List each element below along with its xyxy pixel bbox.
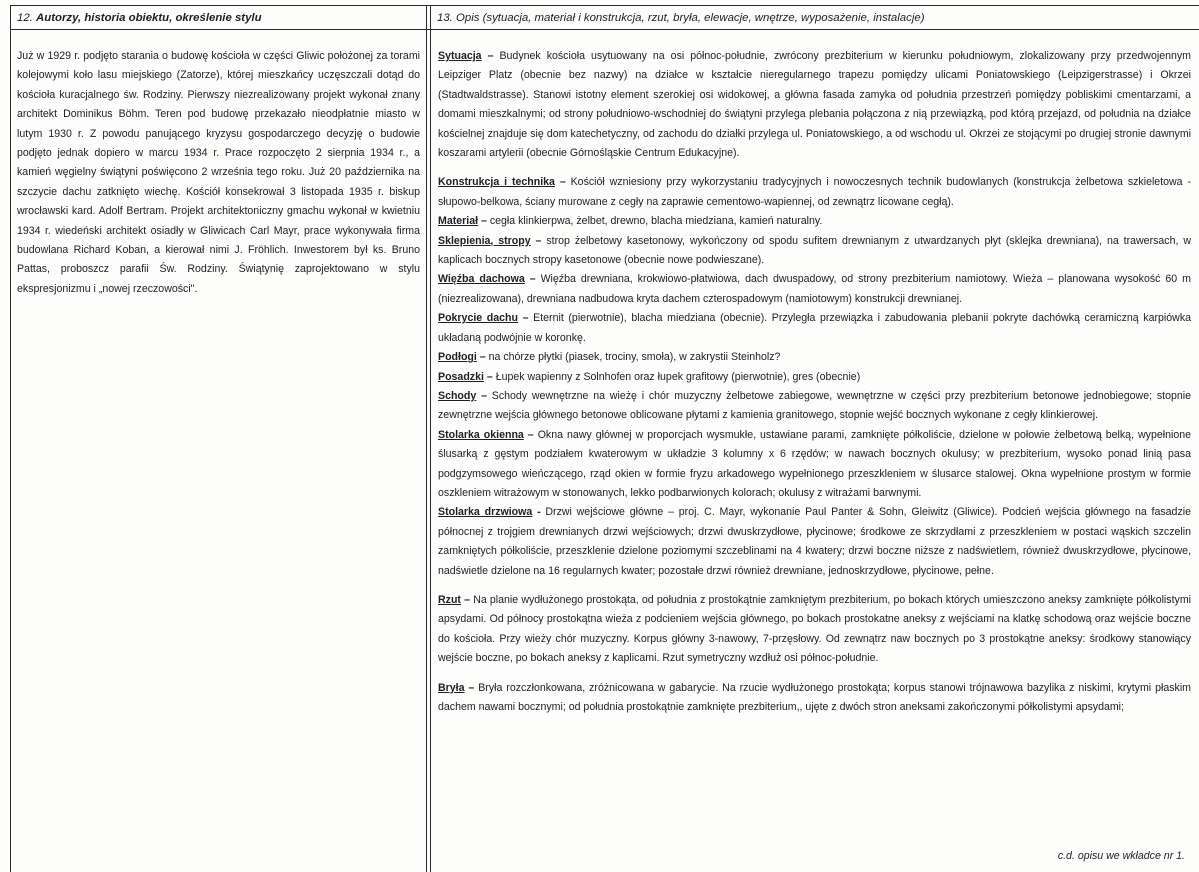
section-separator: – (524, 273, 541, 286)
section-text: Schody wewnętrzne na wieżę i chór muzyczny żelbetowe zabiegowe, wewnętrzne w części przy prezbiterium betonowe jednobiegowe; stopnie zewnętrzne wejścia głównego betonowe oblicowane płytami z kamienia granitowego, stopnie wejść bocznych wykonane z cegły klinkierowej. (438, 389, 1191, 422)
continuation-note: c.d. opisu we wkładce nr 1. (1057, 850, 1185, 862)
description-section (438, 232, 1191, 271)
table-left-border (10, 5, 11, 872)
right-header-title (456, 12, 924, 24)
section-text: Budynek kościoła usytuowany na osi północ-południe, zwrócony prezbiterium w kierunku południowym, zlokalizowany przy przedwojennym Leipziger Platz (obecnie bez nazwy) na działce w kształcie nieregularnego trapezu pomiędzy ulicami Poniatowskiego (Leipzigerstrasse) i Okrzei (Stadtwaldstrasse). Stanowi istotny element szerokiej osi widokowej, a główna fasada zamyka od południa przestrzeń pomiędzy pobliskimi cmentarzami, a domami mieszkalnymi; od strony południowo-wschodniej do świątyni przylega plebania połączona z nią przewiązką, pod którą przejazd, od południa na działce kościelnej znajduje się dom katechetyczny, od zachodu do działki przylega ul. Poniatowskiego, a od wschodu ul. Okrzei ze stojącymi po drugiej stronie dawnymi koszarami artylerii (obecnie Górnośląskie Centrum Edukacyjne). (438, 50, 1191, 160)
section-text: Eternit (pierwotnie), blacha miedziana (obecnie). Przyległa przewiązka i zabudowania plebanii pokryte dachówką ceramiczną karpiówka układaną podwójnie w koronkę. (438, 312, 1192, 344)
section-text: cegła klinkierpwa, żelbet, drewno, blacha miedziana, kamień naturalny. (489, 215, 823, 228)
section-text: Drzwi wejściowe główne – proj. C. Mayr, wykonanie Paul Panter & Sohn, Gleiwitz (Gliwice). Podcień wejścia głównego na fasadzie północnej z trojgiem drewnianych drzwi wejściowych; drzwi dwuskrzydłowe, płycinowe; środkowe ze skrzydłami z przeszkleniem w postaci wąskich szczelin zamkniętych półkoliście, przeszklenie dzielone poziomymi szczeblinami na 4 kwatery; drzwi boczne niższe z nadświetlem, również dwuskrzydłowe, płycinowe, nadświetle dzielone na 16 regularnych kwater; pozostałe drzwi również drewniane, jednoskrzydłowe, płycinowe, pełne. (438, 506, 1191, 577)
section-separator: – (476, 351, 489, 364)
history-column (17, 47, 420, 299)
description-section (438, 503, 1191, 581)
description-section (438, 309, 1191, 348)
description-section (438, 212, 1191, 231)
section-separator: – (476, 389, 492, 402)
section-text: Okna nawy głównej w proporcjach wysmukłe, ustawiane parami, zamknięte półkoliście, dzielone w połowie żelbetową belką, wypełnione ślusarką z gęstym podziałem kwaterowym w układzie 3 kolumny x 6 rzędów; w nawach bocznych okulusy; w prezbiterium, wysoko ponad linią pasa podgzymsowego wieńczącego, rząd okien w formie fryzu arkadowego wypełnionego przeszkleniem w ślusarce stalowej. Okna wypełnione prostym w formie oszkleniem witrażowym w stonowanych, lekko podbarwionych kolorach; okulusy z witrażami barwnymi. (438, 428, 1192, 499)
section-text: Na planie wydłużonego prostokąta, od południa z prostokątnie zamkniętym prezbiterium, po bokach których umieszczono aneksy zamknięte półkolistymi apsydami. Od północy prostokątna wieża z podcieniem wejścia głównego, po bokach prostokatne aneksy z wejściami na klatkę schodową oraz wejście boczne do kościoła. Przy wieży chór muzyczny. Korpus główny 3-nawowy, 7-przęsłowy. Od zewnątrz naw bocznych po 3 prostokątne aneksy: środkowy stanowiący wejście boczne, po bokach aneksy z kaplicami. Rzut symetryczny wzdłuż osi północ-południe. (438, 593, 1192, 665)
right-header-title-scope: (sytuacja, materiał i konstrukcja, rzut, bryła, elewacje, wnętrze, wyposażenie, instalacje) (479, 12, 925, 24)
section-label: Stolarka drzwiowa (438, 506, 533, 519)
left-header-title: Autorzy, historia obiektu, określenie stylu (36, 12, 262, 24)
section-separator: – (481, 50, 500, 62)
description-section (438, 591, 1191, 669)
section-separator: – (554, 176, 571, 189)
right-header-number: 13. (437, 12, 453, 24)
section-label: Sklepienia, stropy (438, 234, 531, 247)
section-separator: – (464, 681, 479, 694)
section-label: Sytuacja (438, 50, 482, 62)
section-label: Konstrukcja i technika (438, 176, 555, 189)
section-label: Bryła (438, 681, 465, 694)
section-separator: – (518, 312, 534, 325)
section-separator: – (460, 593, 474, 606)
description-section (438, 270, 1191, 309)
section-text: na chórze płytki (piasek, trociny, smoła), w zakrystii Steinholz? (488, 351, 781, 364)
description-column (438, 47, 1191, 717)
section-separator: – (530, 234, 547, 247)
section-label: Rzut (438, 593, 461, 606)
section-text: Więźba drewniana, krokwiowo-płatwiowa, dach dwuspadowy, od strony prezbiterium namiotowy. Wieża – planowana wysokość 60 m (niezrealizowana), drewniana nadbudowa kryta dachem czterospadowym (namiotowym) konstrukcji drewnianej. (438, 273, 1191, 305)
description-section (438, 387, 1191, 426)
section-label: Posadzki (438, 370, 484, 383)
section-text: Łupek wapienny z Solnhofen oraz łupek grafitowy (pierwotnie), gres (obecnie) (495, 370, 861, 383)
section-separator: – (523, 428, 538, 441)
section-label: Pokrycie dachu (438, 312, 518, 325)
right-header-title-main: Opis (456, 12, 480, 24)
description-section (438, 426, 1191, 504)
section-separator: - (532, 506, 546, 519)
column-divider (426, 5, 427, 872)
section-label: Materiał (438, 215, 479, 228)
description-section (438, 173, 1191, 212)
description-section (438, 47, 1191, 163)
left-header-number: 12. (17, 12, 33, 24)
table-header-border (10, 29, 1199, 30)
left-column-header (17, 12, 262, 24)
description-section (438, 679, 1191, 718)
section-separator: – (483, 370, 496, 383)
section-label: Schody (438, 389, 477, 402)
history-text: Już w 1929 r. podjęto starania o budowę kościoła w części Gliwic położonej za torami kolejowymi koło lasu miejskiego (Zatorze), której mieszkańcy uczęszczali dotąd do kościoła kuracjalnego św. Rodziny. Pierwszy niezrealizowany projekt wykonał znany architekt Dominikus Böhm. Teren pod budowę przekazało nieodpłatnie miasto w lutym 1930 r. Z powodu panującego kryzysu gospodarczego decyzję o budowie podjęto jednak dopiero w marcu 1934 r. Prace rozpoczęto 2 sierpnia 1934 r., a kamień węgielny świątyni poświęcono 2 września tego roku. Już 20 października na szczycie dachu zatknięto wiechę. Kościół konsekrował 3 listopada 1935 r. biskup wrocławski kard. Adolf Bertram. Projekt architektoniczny gmachu wykonał w kwietniu 1934 r. wiedeński architekt osiadły w Gliwicach Carl Mayr, prace wykonywała firma budowlana Richard Koban, a kierował nimi J. Fröhlich. Inwestorem był ks. Bruno Pattas, proboszcz parafii Św. Rodziny. Świątynię zaprojektowano w stylu ekspresjonizmu i „nowej rzeczowości". (17, 50, 420, 295)
column-divider-double (430, 5, 431, 872)
section-label: Podłogi (438, 351, 477, 364)
section-separator: – (478, 215, 490, 228)
right-column-header (437, 12, 925, 24)
section-text: strop żelbetowy kasetonowy, wykończony od spodu sufitem drewnianym z utwardzanych płyt (sklejka drewniana), na trawersach, w kaplicach bocznych stropy kasetonowe (obecnie nowe podwieszane). (438, 234, 1191, 267)
section-text: Kościół wzniesiony przy wykorzystaniu tradycyjnych i nowoczesnych technik budowlanych (konstrukcja żelbetowa szkieletowa - słupowo-belkowa, ściany murowane z cegły na zaprawie cementowo-wapiennej, od zewnątrz licowane cegłą). (438, 176, 1191, 208)
section-label: Więźba dachowa (438, 273, 525, 286)
section-text: Bryła rozczłonkowana, zróżnicowana w gabarycie. Na rzucie wydłużonego prostokąta; korpus stanowi trójnawowa bazylika z niskimi, krytymi płaskim dachem nawami bocznymi; od południa prostokątnie zamknięte prezbiterium,, ujęte z dwóch stron aneksami zakończonymi półkolistymi apsydami; (438, 681, 1191, 713)
description-section (438, 368, 1191, 387)
table-top-border (10, 5, 1199, 6)
description-section (438, 348, 1191, 367)
section-label: Stolarka okienna (438, 428, 524, 441)
